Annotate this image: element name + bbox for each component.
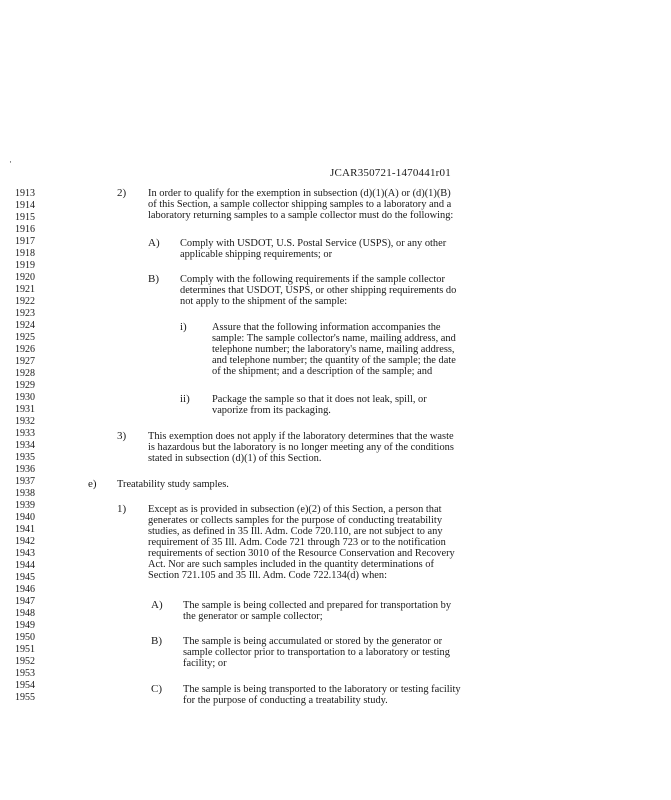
text-line: The sample is being collected and prepared for transportation by (183, 600, 452, 611)
text-line: Section 721.105 and 35 Ill. Adm. Code 722.134(d) when: (148, 570, 387, 581)
text-line: is hazardous but the laboratory is no longer meeting any of the conditions (148, 442, 454, 453)
line-number: 1937 (15, 476, 35, 487)
line-number: 1929 (15, 380, 35, 391)
text-line: generates or collects samples for the purpose of conducting treatability (148, 515, 443, 526)
marker-2: 2) (117, 187, 127, 199)
line-number: 1951 (15, 644, 35, 655)
line-number: 1922 (15, 296, 35, 307)
text-line: telephone number; the laboratory's name, mailing address, (212, 344, 455, 355)
line-number: 1919 (15, 260, 35, 271)
text-line: Except as is provided in subsection (e)(2) of this Section, a person that (148, 504, 442, 515)
marker-C2: C) (151, 683, 162, 695)
paragraph-1 (148, 504, 455, 581)
line-number: 1915 (15, 212, 35, 223)
line-number: 1953 (15, 668, 35, 679)
text-line: The sample is being transported to the laboratory or testing facility (183, 684, 461, 695)
paragraph-2 (148, 188, 453, 221)
text-line: of this Section, a sample collector shipping samples to a laboratory and a (148, 199, 452, 210)
line-number: 1944 (15, 560, 35, 571)
paragraph-A2 (183, 600, 451, 622)
marker-B1: B) (148, 273, 159, 285)
document-header-code: JCAR350721-1470441r01 (330, 167, 451, 179)
line-number: 1945 (15, 572, 35, 583)
line-number: 1923 (15, 308, 35, 319)
line-number: 1927 (15, 356, 35, 367)
text-line: and telephone number; the quantity of the sample; the date (212, 355, 456, 366)
line-number: 1941 (15, 524, 35, 535)
text-line: stated in subsection (d)(1) of this Section. (148, 453, 322, 464)
text-line: Comply with the following requirements if the sample collector (180, 274, 445, 285)
line-number: 1952 (15, 656, 35, 667)
line-number: 1947 (15, 596, 35, 607)
line-number: 1917 (15, 236, 35, 247)
text-line: applicable shipping requirements; or (180, 249, 333, 260)
paragraph-B2 (183, 636, 450, 669)
line-number: 1914 (15, 200, 35, 211)
marker-3: 3) (117, 430, 127, 442)
text-line: the generator or sample collector; (183, 611, 323, 622)
line-number: 1946 (15, 584, 35, 595)
line-number: 1935 (15, 452, 35, 463)
marker-1: 1) (117, 503, 127, 515)
text-line: studies, as defined in 35 Ill. Adm. Code 720.110, are not subject to any (148, 526, 443, 537)
text-line: Comply with USDOT, U.S. Postal Service (USPS), or any other (180, 238, 447, 249)
text-line: sample collector prior to transportation to a laboratory or testing (183, 647, 450, 658)
text-line: Treatability study samples. (117, 479, 229, 490)
marker-e: e) (88, 478, 97, 490)
text-line: laboratory returning samples to a sample collector must do the following: (148, 210, 454, 221)
text-line: Assure that the following information accompanies the (212, 322, 441, 333)
text-line: determines that USDOT, USPS, or other shipping requirements do (180, 285, 457, 296)
text-line: of the shipment; and a description of the sample; and (212, 366, 433, 377)
line-number: 1938 (15, 488, 35, 499)
line-number: 1913 (15, 188, 35, 199)
marker-A2: A) (151, 599, 163, 611)
marker-B2: B) (151, 635, 162, 647)
text-line: sample: The sample collector's name, mailing address, and (212, 333, 456, 344)
line-number: 1939 (15, 500, 35, 511)
paragraph-C2 (183, 684, 461, 706)
line-number: 1931 (15, 404, 35, 415)
line-number: 1924 (15, 320, 35, 331)
line-number: 1916 (15, 224, 35, 235)
line-number: 1943 (15, 548, 35, 559)
stray-mark: · (9, 157, 12, 167)
line-number: 1942 (15, 536, 35, 547)
line-number: 1950 (15, 632, 35, 643)
line-number: 1955 (15, 692, 35, 703)
paragraph-i (212, 322, 456, 377)
text-line: In order to qualify for the exemption in subsection (d)(1)(A) or (d)(1)(B) (148, 188, 451, 199)
paragraph-ii (212, 394, 427, 416)
text-line: The sample is being accumulated or stored by the generator or (183, 636, 443, 647)
paragraph-e-heading (117, 479, 229, 490)
line-number: 1925 (15, 332, 35, 343)
line-number: 1954 (15, 680, 35, 691)
text-line: This exemption does not apply if the laboratory determines that the waste (148, 431, 454, 442)
line-number: 1948 (15, 608, 35, 619)
text-line: not apply to the shipment of the sample: (180, 296, 348, 307)
text-line: requirement of 35 Ill. Adm. Code 721 through 723 or to the notification (148, 537, 446, 548)
line-number: 1934 (15, 440, 35, 451)
line-number: 1930 (15, 392, 35, 403)
paragraph-B1 (180, 274, 456, 307)
line-number: 1933 (15, 428, 35, 439)
text-line: Package the sample so that it does not leak, spill, or (212, 394, 427, 405)
marker-ii: ii) (180, 393, 190, 405)
line-number: 1936 (15, 464, 35, 475)
paragraph-A1 (180, 238, 446, 260)
line-number: 1932 (15, 416, 35, 427)
line-number: 1949 (15, 620, 35, 631)
text-line: facility; or (183, 658, 227, 669)
line-number: 1921 (15, 284, 35, 295)
text-line: Act. Nor are such samples included in the quantity determinations of (148, 559, 434, 570)
line-number: 1928 (15, 368, 35, 379)
text-line: requirements of section 3010 of the Resource Conservation and Recovery (148, 548, 455, 559)
line-number: 1940 (15, 512, 35, 523)
marker-i: i) (180, 321, 187, 333)
text-line: for the purpose of conducting a treatability study. (183, 695, 388, 706)
text-line: vaporize from its packaging. (212, 405, 331, 416)
marker-A1: A) (148, 237, 160, 249)
paragraph-3 (148, 431, 454, 464)
line-number: 1918 (15, 248, 35, 259)
line-number: 1926 (15, 344, 35, 355)
line-number: 1920 (15, 272, 35, 283)
